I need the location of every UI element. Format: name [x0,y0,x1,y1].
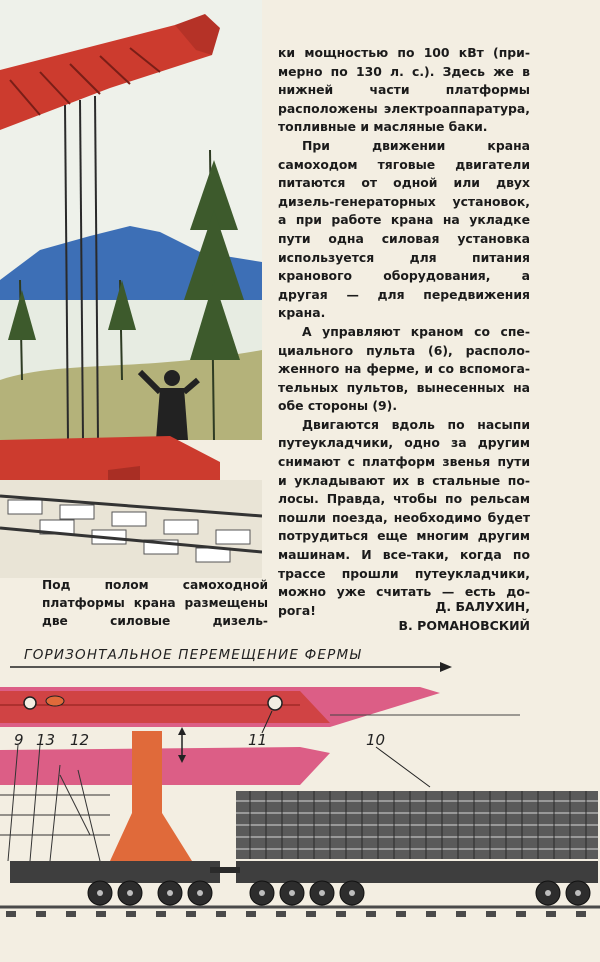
label-9: 9 [14,731,24,749]
label-11: 11 [248,731,268,749]
author-name: В. РОМАНОВСКИЙ [398,618,530,633]
article-authors [360,597,530,635]
author-name: Д. БАЛУХИН, [435,599,530,614]
pulley-11 [268,696,282,710]
caption-text: Под полом самоходной платформы крана размещены две силовые дизель- [42,578,268,629]
label-12: 12 [70,731,90,749]
article-paragraph: А управляют краном со специального пульта (6), расположенного на ферме, и со вспомогательных пультов, вынесенных на обе стороны (9). [278,323,530,414]
diagram-title: ГОРИЗОНТАЛЬНОЕ ПЕРЕМЕЩЕНИЕ ФЕРМЫ [24,647,362,663]
track-link-stack [236,791,598,859]
crane-side-diagram [0,635,600,962]
article-paragraph: ки мощностью по 100 кВт (примерно по 130 л. с.). Здесь же в нижней части платформы расположены электроаппаратура, топливные и масляные баки. [278,45,530,135]
lower-boom [0,747,330,785]
article-paragraph: Двигаются вдоль по насыпи путеукладчики, одно за другим снимают с платформ звенья пути и укладывают их в стальные полосы. Правда, чтобы по рельсам пошли поезда, необходимо будет потрудиться еще многим другим машинам. И все-таки, когда по трассе прошли путеукладчики, можно уже считать — есть дорога! [278,416,530,618]
crane-platform [10,861,220,883]
wagon-platform [236,861,598,883]
article-paragraph: При движении крана самоходом тяговые двигатели питаются от одной или двух дизель-генераторных установок, а при работе крана на укладке пути одна силовая установка используется для питания кранового оборудования, а другая — для передвижения крана. [278,137,530,321]
label-13: 13 [36,731,56,749]
track-laying-crane-illustration [0,0,262,578]
article-body [278,44,530,620]
label-10: 10 [366,731,386,749]
